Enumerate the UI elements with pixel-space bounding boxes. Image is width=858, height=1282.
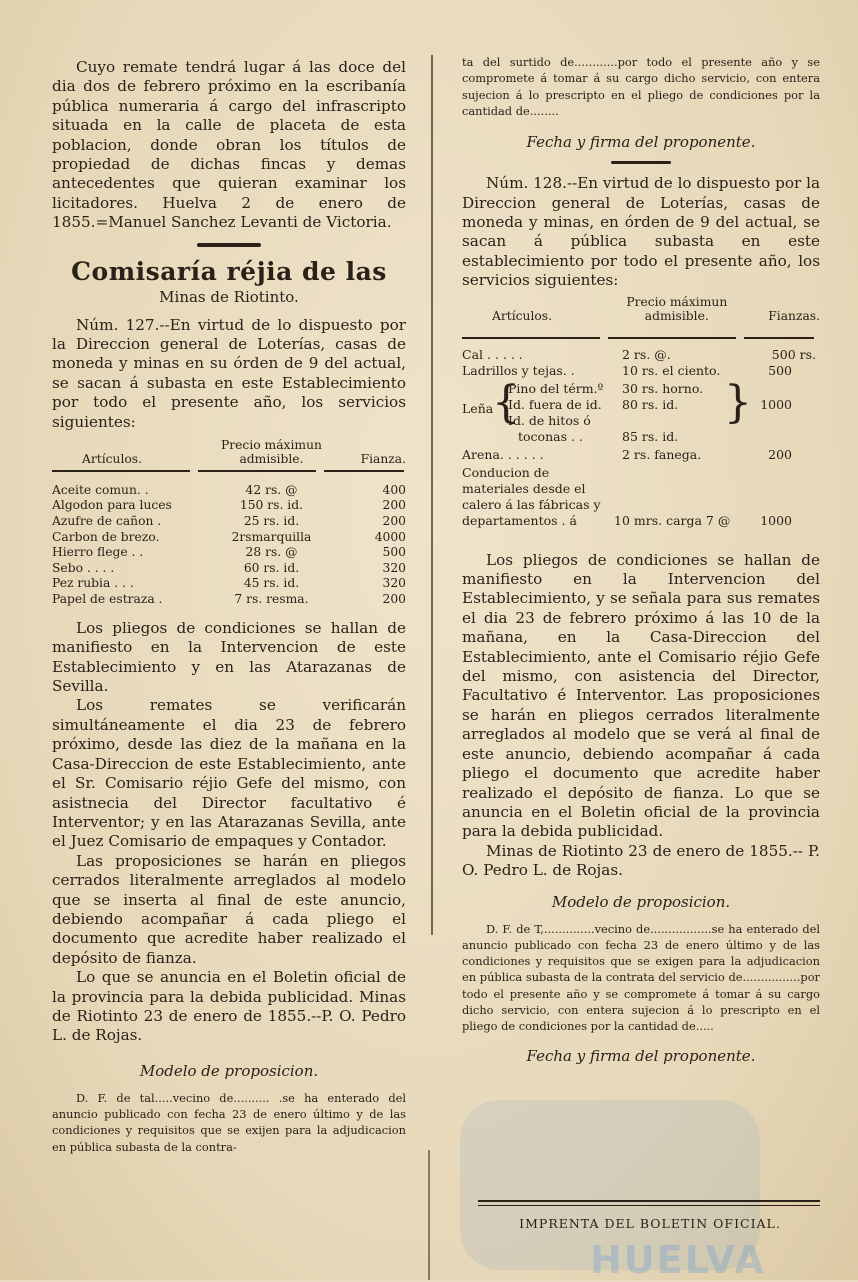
row-fianza: 500 [382,545,406,560]
row-fianza: 200 [382,514,406,529]
column-divider-lower [428,1150,430,1280]
row-articulo: Cal . . . . . [462,346,523,362]
row-precio: 2 rs. @. [622,346,671,362]
row-fianza: 500 rs. [771,346,816,362]
row-fianza: 1000 [760,396,792,412]
row-precio: 7 rs. resma. [234,592,309,607]
row-precio: 30 rs. horno. [622,380,704,396]
row-precio: 60 rs. id. [243,560,300,575]
section-ornament [197,243,261,247]
announcement-128: Núm. 128.--En virtud de lo dispuesto por la Direccion general de Loterías, casas de moneda y minas, en órden de 9 del actual, se sacan á pública subasta en este establecimiento por todo el presente año, los servicios siguientes: [462,174,820,290]
intro-paragraph: Cuyo remate tendrá lugar á las doce del dia dos de febrero próximo en la escribanía pública numeraria á cargo del infrascripto situada en la calle de placeta de esta poblacion, donde obran los títulos de propiedad de dichas fincas y demas antecedentes que quieran examinar los licitadores. Huelva 2 de enero de 1855.=Manuel Sanchez Levanti de Victoria. [52,58,406,232]
left-brace: { [492,376,520,428]
row-articulo: Ladrillos y tejas. . [462,362,575,378]
row-articulo: Azufre de cañon . [52,514,162,529]
pliegos-paragraph-r: Los pliegos de condiciones se hallan de manifiesto en la Intervencion del Establecimiento, y se señala para sus remates el dia 23 de febrero próximo á las 10 de la mañana, en la Casa-Direccion del Establecimiento, ante el Comisario réjio Gefe del mismo, con asistencia del Director, Facultativo é Interventor. Las proposiciones se harán en pliegos cerrados literalmente arreglados al modelo que se verá al final de este anuncio, debiendo acompañar á cada pliego el documento que acredite haber realizado el depósito de fianza. Lo que se anuncia en el Boletin oficial de la provincia para la debida publicidad. [462,550,820,841]
services-table-127 [52,438,406,466]
lena-label: Leña [462,400,494,416]
row-fianza: 500 [768,362,792,378]
table-row [52,529,406,545]
right-column [462,54,820,1065]
row-precio: 10 rs. el ciento. [622,362,721,378]
row-precio: 28 rs. @ [245,545,298,560]
row-articulo: Id. fuera de id. [508,396,602,412]
services-rows-127 [52,482,406,607]
row-articulo: Conducion de materiales desde el calero á las fábricas y departamentos . á [462,464,601,528]
announcement-127: Núm. 127.--En virtud de lo dispuesto por la Direccion general de Loterías, casas de moneda y minas en su órden de 9 del actual, se sacan á subasta en este Establecimiento por todo el presente año, los servicios siguientes: [52,315,406,431]
proposiciones-paragraph: Las proposiciones se harán en pliegos cerrados literalmente arreglados al modelo que se inserta al final de este anuncio, debiendo acompañar á cada pliego el documento que acredite haber realizado el depósito de fianza. [52,851,406,967]
section-title: Comisaría réjia de las [71,256,387,286]
column-divider [431,55,433,935]
row-precio: 2 rs. fanega. [622,446,702,462]
modelo-title-r: Modelo de proposicion. [551,892,731,911]
row-articulo: Pino del térm.º [508,380,604,396]
row-articulo: Id. de hitos ó [508,412,591,428]
pliegos-paragraph: Los pliegos de condiciones se hallan de manifiesto en la Intervencion de este Establecimiento y en las Atarazanas de Sevilla. [52,618,406,696]
boletin-paragraph: Lo que se anuncia en el Boletin oficial de la provincia para la debida publicidad. Minas de Riotinto 23 de enero de 1855.--P. O. Pedro L. de Rojas. [52,968,406,1045]
row-articulo: Arena. . . . . . [462,446,544,462]
fecha-firma-2: Fecha y firma del proponente. [526,1046,756,1065]
row-precio: 25 rs. id. [243,514,300,529]
col-header-fianza: Fianza. [360,452,406,467]
row-precio: 150 rs. id. [239,498,304,513]
row-articulo: Carbon de brezo. [52,529,160,544]
col-header-fianzas-r: Fianzas. [768,308,820,323]
modelo-title: Modelo de proposicion. [139,1061,319,1080]
row-fianza: 200 [768,446,792,462]
footer-rule-2 [478,1205,820,1206]
fecha-firma-1: Fecha y firma del proponente. [526,133,756,152]
table-row [52,498,406,514]
table-row [52,560,406,576]
table-rules-r [462,337,820,339]
row-fianza: 4000 [374,529,406,544]
table-row [52,544,406,560]
services-table-128 [462,295,820,323]
col-header-precio: Precio máximun admisible. [221,438,322,467]
row-fianza: 200 [382,498,406,513]
remates-paragraph: Los remates se verificarán simultáneamente el dia 23 de febrero próximo, desde las diez de la mañana en la Casa-Direccion de este Establecimiento, ante el Sr. Comisario réjio Gefe del mismo, con asistnecia del Director facultativo é Interventor; y en las Atarazanas Sevilla, ante el Juez Comisario de empaques y Contador. [52,696,406,851]
row-articulo: Sebo . . . . [52,560,115,575]
row-precio: 85 rs. id. [622,428,679,444]
watermark-text: HUELVA [590,1238,766,1282]
right-brace: } [724,376,752,428]
col-header-articulos-r: Artículos. [492,308,552,323]
row-articulo: toconas . . [518,428,583,444]
row-fianza: 320 [382,560,406,575]
table-row [52,591,406,607]
modelo-text: D. F. de tal.....vecino de.......... .se ha enterado del anuncio publicado con fecha 23 de enero último y de las condiciones y requisitos que se exijen para la adjudicacion en pública subasta de la contra- [52,1090,406,1154]
modelo-text-r: D. F. de T,..............vecino de.................se ha enterado del anuncio publicado con fecha 23 de enero último y de las condiciones y requisitos que se exigen para la adjudicacion en pública subasta de la contrata del servicio de................por todo el presente año y se compromete á tomar á su cargo dicho servicio, con entera sujecion á lo prescripto en el pliego de condiciones por la cantidad de..... [462,921,820,1034]
row-precio: 42 rs. @ [245,482,298,497]
row-fianza: 400 [382,482,406,497]
row-articulo: Pez rubia . . . [52,576,134,591]
footer-rule-1 [478,1200,820,1202]
firma-paragraph-r: Minas de Riotinto 23 de enero de 1855.-- P. O. Pedro L. de Rojas. [462,841,820,880]
section-ornament-right [611,161,671,164]
row-precio: 45 rs. id. [243,576,300,591]
col-header-articulos: Artículos. [82,452,142,467]
row-precio: 10 mrs. carga 7 @ [614,512,731,528]
imprenta-footer: IMPRENTA DEL BOLETIN OFICIAL. [519,1216,781,1231]
table-row [52,513,406,529]
row-fianza: 1000 [760,512,792,528]
services-rows-128 [462,347,820,543]
row-fianza: 320 [382,576,406,591]
row-fianza: 200 [382,592,406,607]
section-subtitle: Minas de Riotinto. [159,287,299,306]
table-row [52,482,406,498]
row-articulo: Aceite comun. . [52,482,149,497]
continued-modelo-text: ta del surtido de............por todo el presente año y se compromete á tomar á su cargo dicho servicio, con entera sujecion á lo prescripto en el pliego de condiciones por la cantidad de........ [462,55,820,118]
table-rules [52,470,406,472]
table-row [52,576,406,592]
row-articulo: Papel de estraza . [52,592,163,607]
row-precio: 2rsmarquilla [231,529,312,544]
row-precio: 80 rs. id. [622,396,679,412]
col-header-precio-r: Precio máximun admisible. [626,294,728,323]
row-articulo: Algodon para luces [52,498,172,513]
left-column [52,58,406,1155]
row-articulo: Hierro flege . . [52,545,144,560]
